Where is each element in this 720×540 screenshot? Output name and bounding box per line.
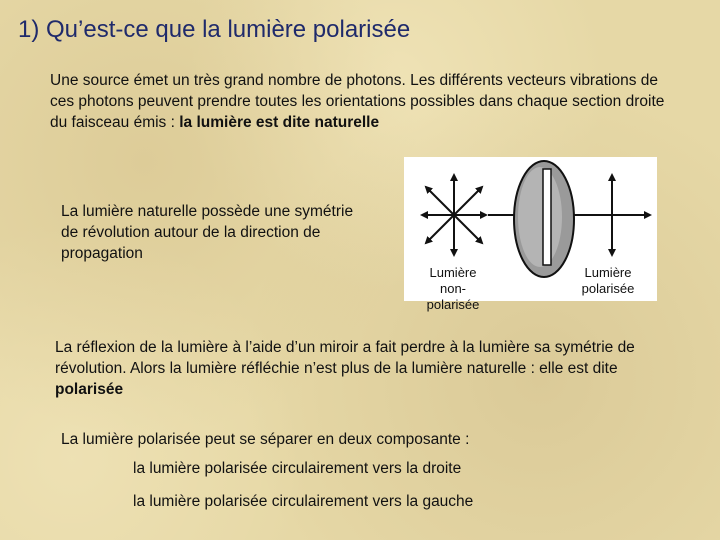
unpolarized-arrows-icon (422, 175, 486, 255)
paragraph-text: La réflexion de la lumière à l’aide d’un miroir a fait perdre à la lumière sa symétrie de révolution. Alors la lumière réfléchie n’est plus de la lumière naturelle : elle est dite (55, 339, 635, 377)
label-unpolarized (422, 265, 484, 313)
slide-title: 1) Qu’est-ce que la lumière polarisée (18, 16, 411, 43)
paragraph-components: La lumière polarisée peut se séparer en deux composante : (61, 431, 470, 448)
label-polarized-line1: Lumière (584, 265, 632, 280)
paragraph-emphasis: polarisée (55, 381, 124, 398)
label-polarized (574, 265, 642, 297)
list-item: la lumière polarisée circulairement vers la droite (133, 460, 462, 477)
label-polarized-line2: polarisée (581, 281, 635, 296)
paragraph-text: Une source émet un très grand nombre de photons. Les différents vecteurs vibrations de ces photons peuvent prendre toutes les orientations possibles dans chaque section droite du faisceau émis : (50, 72, 665, 131)
polarizer-slit (543, 169, 551, 265)
polarizer-diagram (404, 157, 657, 312)
paragraph-emphasis: la lumière est dite naturelle (179, 114, 380, 131)
paragraph-symmetry: La lumière naturelle possède une symétrie de révolution autour de la direction de propagation (61, 203, 354, 262)
label-unpolarized-line1: Lumière (429, 265, 477, 280)
label-unpolarized-line2: non-polarisée (426, 281, 480, 312)
list-item: la lumière polarisée circulairement vers la gauche (133, 493, 474, 510)
paragraph-natural-light (50, 70, 670, 133)
paragraph-reflection (55, 337, 675, 400)
